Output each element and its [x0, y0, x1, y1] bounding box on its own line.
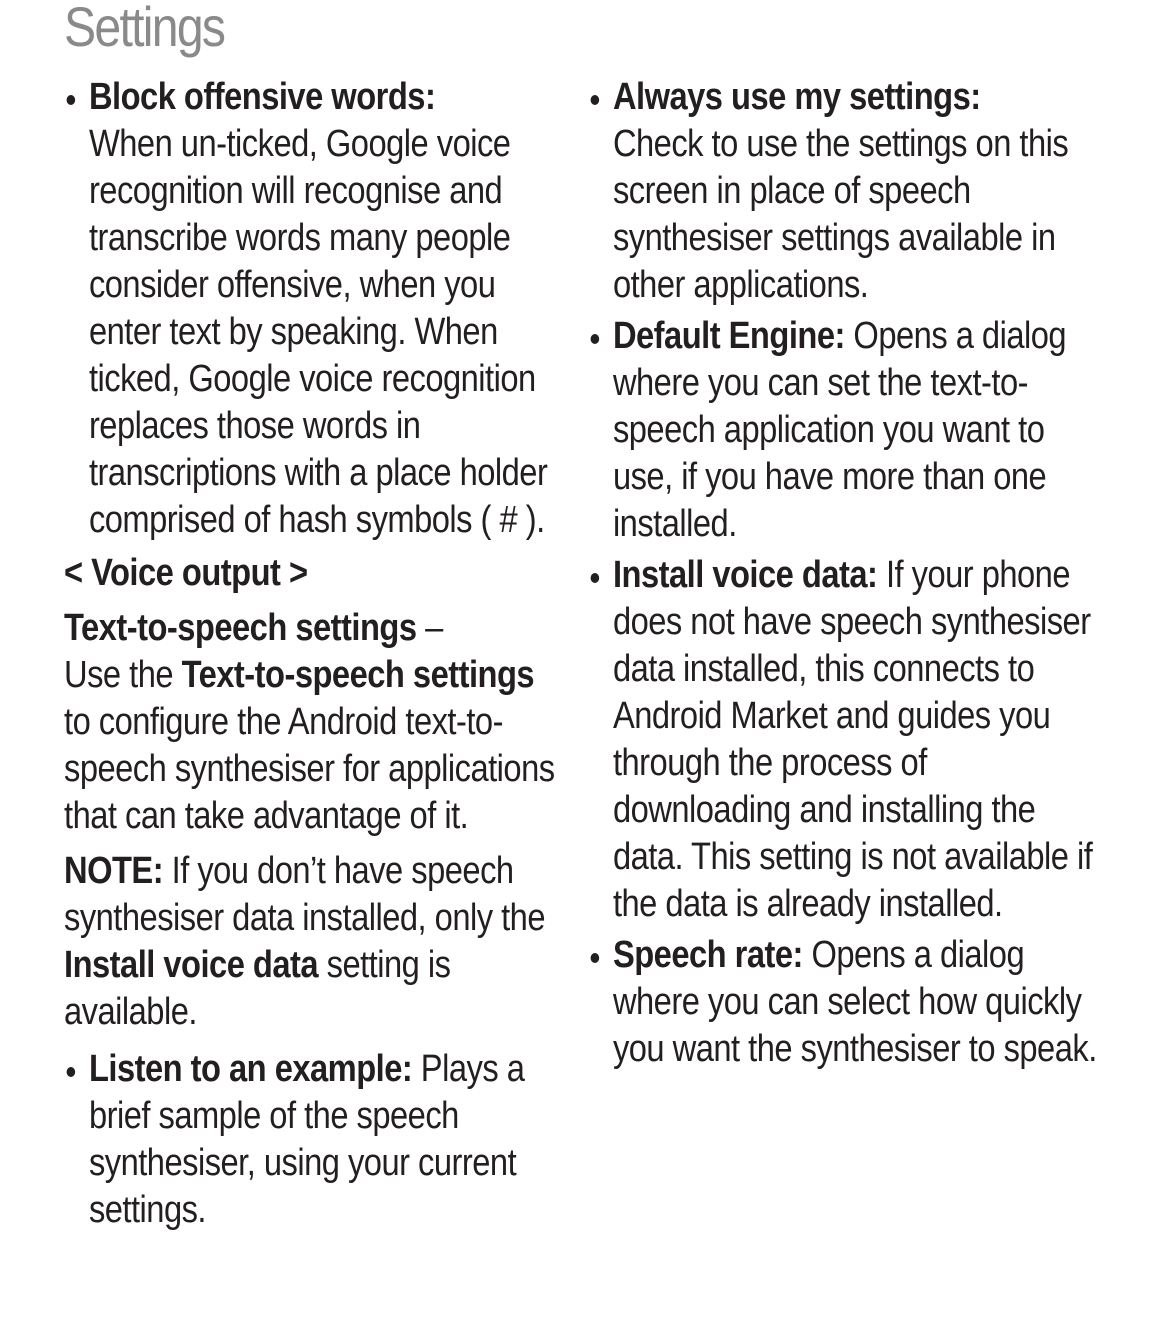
item-description: When un-ticked, Google voice recognition will recognise and transcribe words many people consider offensive, when you enter text by speaking. When ticked, Google voice recognition replaces those words in transcriptions with a place holder comprised of hash symbols ( # ).: [88, 123, 548, 541]
item-heading: Always use my settings:: [612, 76, 981, 118]
list-item-speech-rate: [588, 932, 1107, 1073]
note-label: NOTE:: [64, 850, 164, 892]
item-description: Opens a dialog where you can select how quickly you want the synthesiser to speak.: [612, 934, 1097, 1070]
tts-dash: –: [416, 607, 443, 649]
item-heading: Default Engine:: [612, 315, 845, 357]
item-heading: Install voice data:: [612, 554, 878, 596]
bullet-icon: [591, 573, 600, 583]
left-column: [64, 74, 564, 1238]
list-item-listen-to-example: [64, 1046, 563, 1234]
item-description: Plays a brief sample of the speech synthesiser, using your current settings.: [88, 1048, 525, 1231]
tts-lead: Use the: [64, 654, 182, 696]
item-description: Check to use the settings on this screen in place of speech synthesiser settings available in other applications.: [612, 123, 1069, 306]
list-item-block-offensive-words: [64, 74, 563, 544]
note-text-1: If you don’t have speech synthesiser data installed, only the: [64, 850, 545, 939]
list-item-default-engine: [588, 313, 1107, 548]
item-description: Opens a dialog where you can set the text-to-speech application you want to use, if you have more than one installed.: [612, 315, 1067, 545]
right-column: [588, 74, 1108, 1077]
item-heading: Speech rate:: [612, 934, 803, 976]
section-heading-voice-output: < Voice output >: [64, 552, 308, 594]
note-text-2: setting is available.: [64, 944, 451, 1033]
tts-bold-ref: Text-to-speech settings: [181, 654, 535, 696]
bullet-icon: [591, 95, 600, 105]
note-paragraph: [64, 848, 563, 1036]
tts-body: to configure the Android text-to-speech synthesiser for applications that can take advantage of it.: [64, 701, 555, 837]
bullet-icon: [591, 953, 600, 963]
item-description: If your phone does not have speech synthesiser data installed, this connects to Android Market and guides you through the process of downloading and installing the data. This setting is not available if the data is already installed.: [612, 554, 1093, 925]
item-heading: Block offensive words:: [88, 76, 436, 118]
bullet-icon: [591, 334, 600, 344]
list-item-always-use-my-settings: [588, 74, 1107, 309]
list-item-install-voice-data: [588, 552, 1107, 928]
item-heading: Listen to an example:: [88, 1048, 413, 1090]
note-bold-ref: Install voice data: [64, 944, 319, 986]
page-title: Settings: [64, 0, 225, 58]
bullet-icon: [67, 95, 76, 105]
tts-heading: Text-to-speech settings: [64, 607, 417, 649]
bullet-icon: [67, 1067, 76, 1077]
tts-settings-paragraph: [64, 605, 563, 840]
